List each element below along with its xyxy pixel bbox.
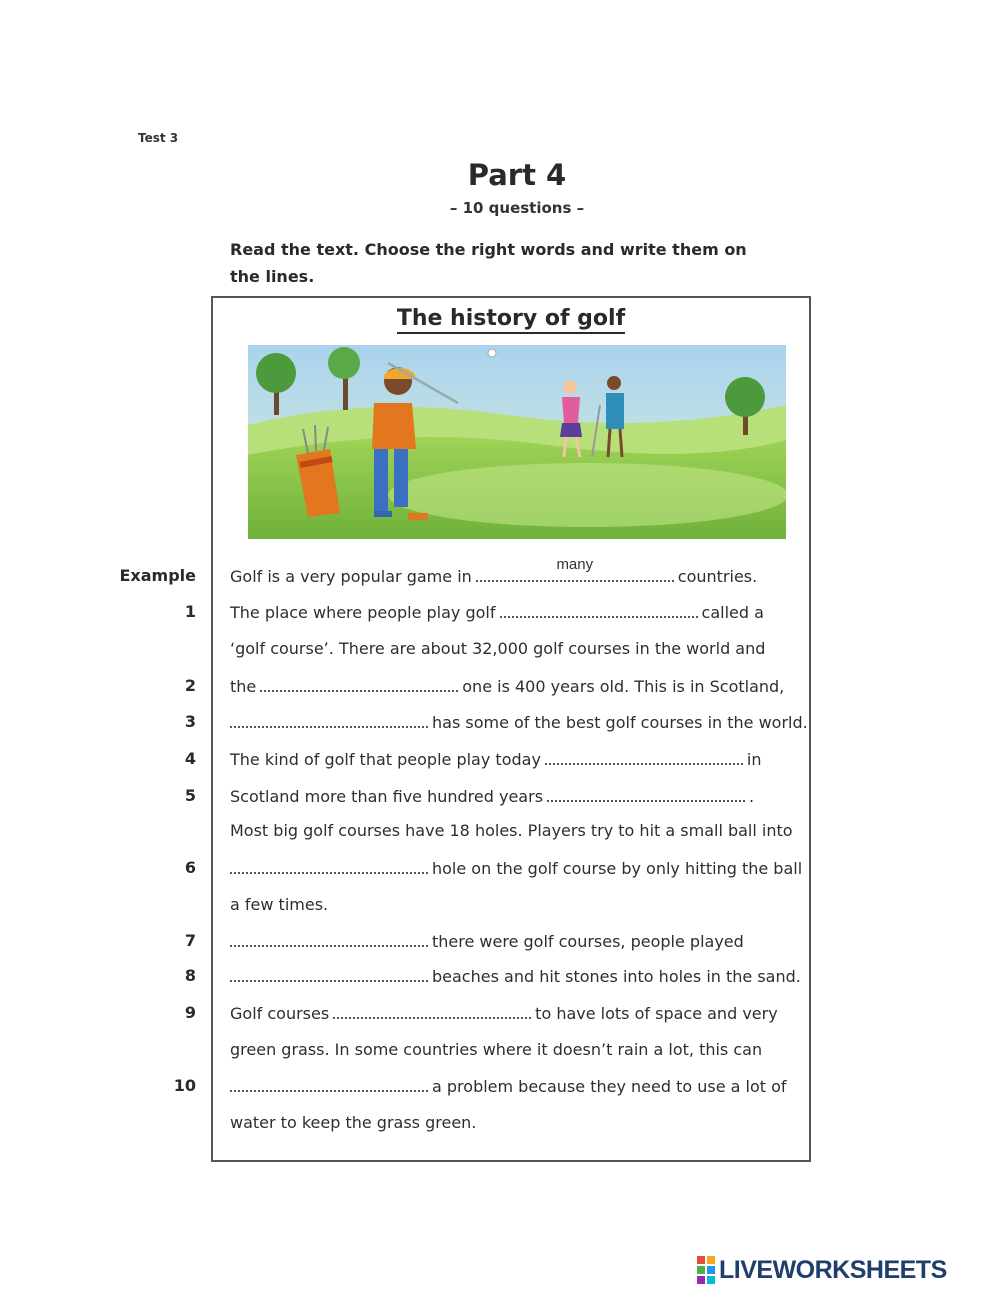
passage-line: green grass. In some countries where it doesn’t rain a lot, this can: [230, 1040, 763, 1059]
passage-line: The place where people play golf called a: [230, 603, 764, 622]
question-number-7: 7: [184, 931, 196, 950]
question-number-10: 10: [173, 1076, 196, 1095]
question-number-6: 6: [184, 858, 196, 877]
question-number-8: 8: [184, 966, 196, 985]
passage-line: Golf courses to have lots of space and very: [230, 1004, 778, 1023]
logo-square: [707, 1266, 715, 1274]
logo-square: [707, 1276, 715, 1284]
answer-blank-1[interactable]: [500, 602, 698, 618]
logo-square: [697, 1266, 705, 1274]
passage-title: The history of golf: [213, 306, 809, 331]
part-subtitle: – 10 questions –: [449, 199, 585, 217]
logo-square: [697, 1256, 705, 1264]
question-number-1: 1: [184, 602, 196, 621]
logo-square: [697, 1276, 705, 1284]
logo-square: [707, 1256, 715, 1264]
answer-blank-8[interactable]: [230, 966, 428, 982]
logo-grid-icon: [697, 1256, 715, 1284]
golf-players-illustration: [248, 345, 786, 539]
question-number-2: 2: [184, 676, 196, 695]
answer-blank-6[interactable]: [230, 858, 428, 874]
question-number-5: 5: [184, 786, 196, 805]
passage-line: a few times.: [230, 895, 329, 914]
question-number-9: 9: [184, 1003, 196, 1022]
passage-line: there were golf courses, people played: [230, 931, 744, 951]
liveworksheets-logo[interactable]: [697, 1253, 947, 1287]
passage-line: Most big golf courses have 18 holes. Players try to hit a small ball into: [230, 821, 793, 840]
passage-line: hole on the golf course by only hitting the ball: [230, 858, 802, 878]
passage-line: water to keep the grass green.: [230, 1113, 477, 1132]
answer-blank-4[interactable]: [545, 749, 743, 765]
question-number-4: 4: [184, 749, 196, 768]
part-title: Part 4: [467, 158, 567, 192]
test-label: Test 3: [138, 131, 179, 145]
answer-blank-3[interactable]: [230, 712, 428, 728]
answer-blank-2[interactable]: [260, 676, 458, 692]
passage-line: The kind of golf that people play today in: [230, 750, 762, 769]
answer-blank-5[interactable]: [547, 786, 745, 802]
example-line: Golf is a very popular game in many countries.: [230, 556, 758, 586]
answer-blank-7[interactable]: [230, 931, 428, 947]
passage-line: ‘golf course’. There are about 32,000 golf courses in the world and: [230, 639, 766, 658]
example-label: Example: [119, 566, 196, 585]
example-answer-blank: [476, 556, 674, 582]
answer-blank-10[interactable]: [230, 1076, 428, 1092]
passage-line: beaches and hit stones into holes in the sand.: [230, 966, 801, 986]
logo-text: LIVEWORKSHEETS: [719, 1255, 947, 1284]
instructions: Read the text. Choose the right words and write them on the lines.: [230, 240, 747, 286]
passage-line: the one is 400 years old. This is in Scotland,: [230, 677, 785, 696]
passage-line: a problem because they need to use a lot of: [230, 1076, 787, 1096]
passage-line: Scotland more than five hundred years .: [230, 787, 755, 806]
example-answer: many: [556, 556, 594, 573]
passage-line: has some of the best golf courses in the world.: [230, 712, 808, 732]
answer-blank-9[interactable]: [333, 1003, 531, 1019]
question-number-3: 3: [184, 712, 196, 731]
